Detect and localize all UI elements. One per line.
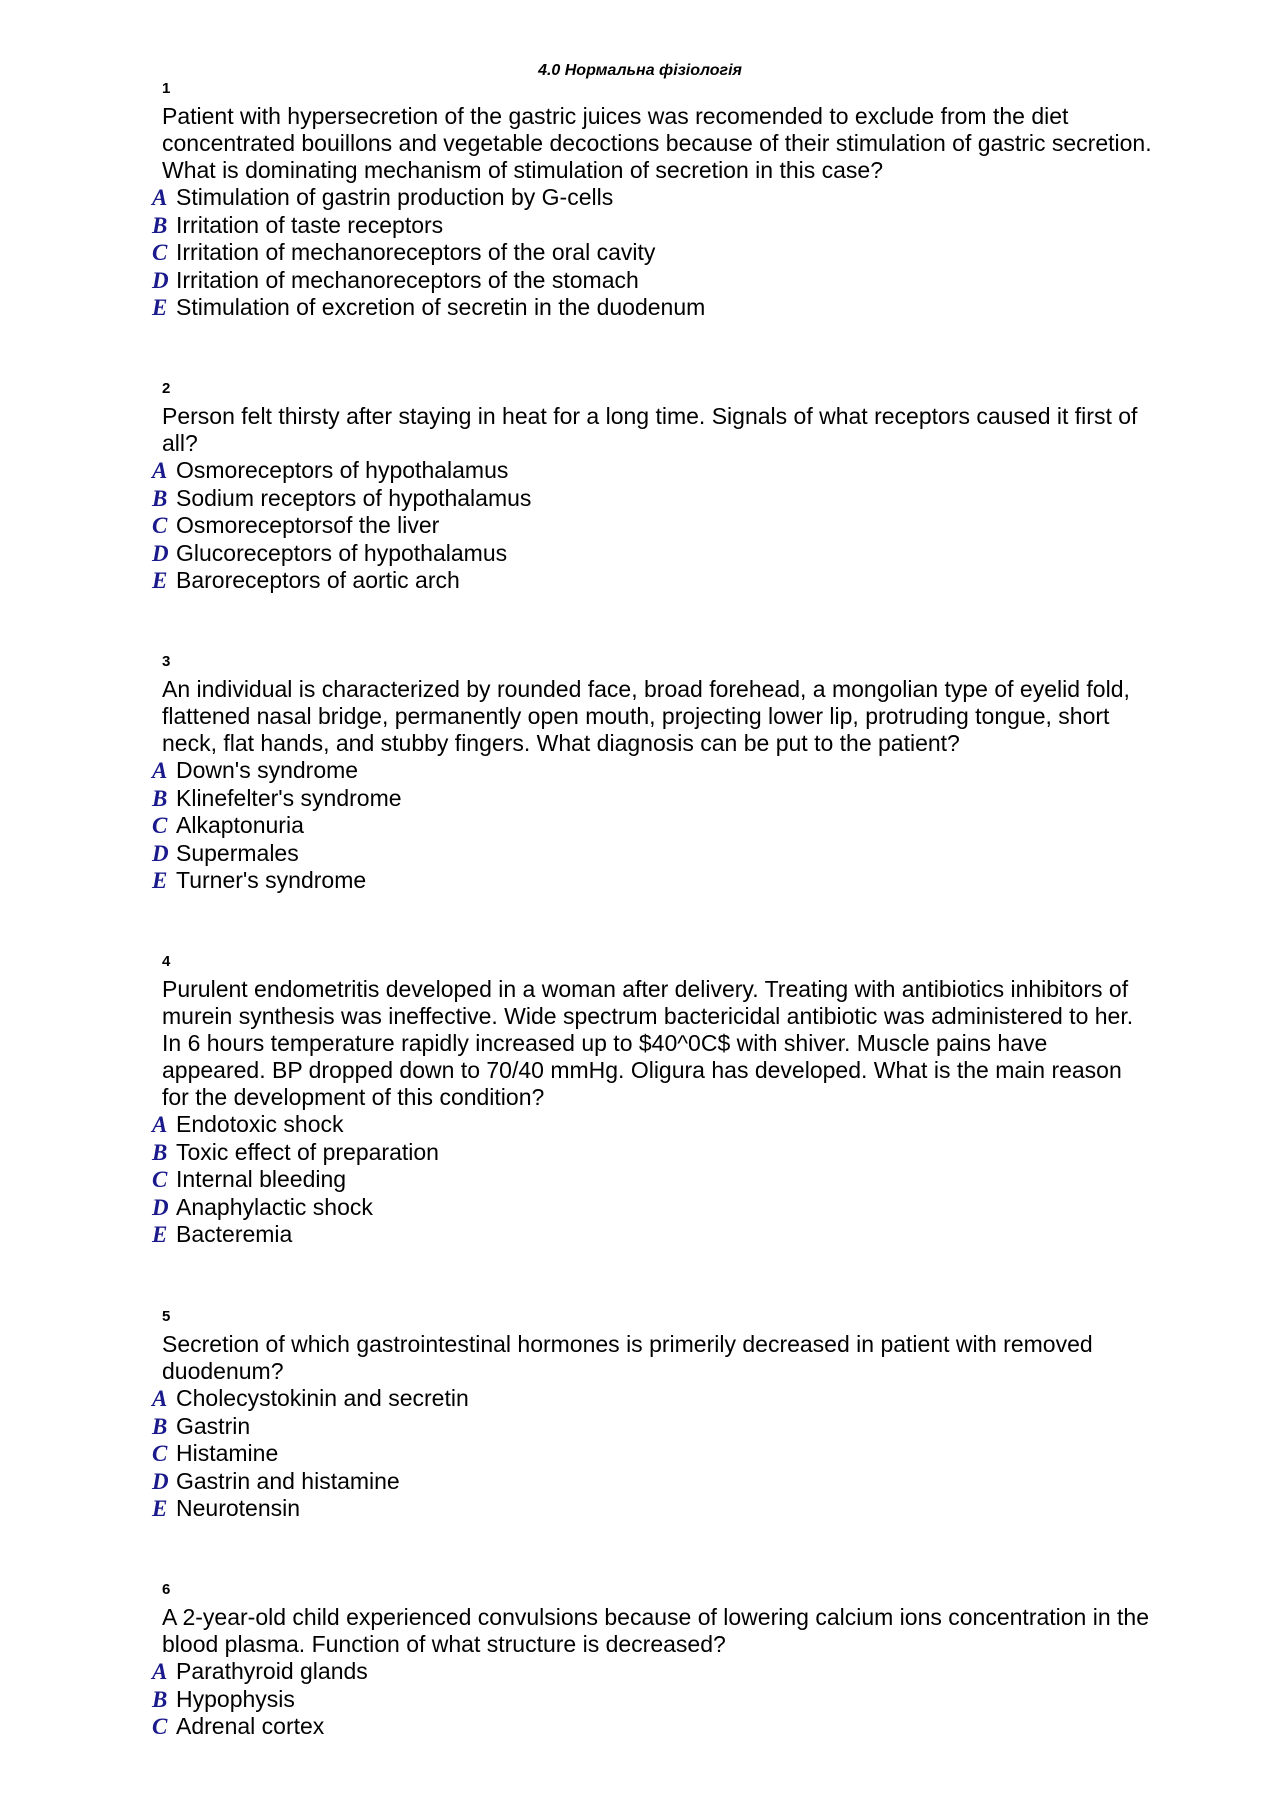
question-number: 1 [162, 80, 171, 97]
answer-letter: E [152, 1222, 168, 1247]
question-number: 6 [162, 1581, 171, 1598]
answer-option-c [152, 239, 1152, 267]
answer-option-b [152, 1413, 1152, 1441]
answer-option-c [152, 812, 1152, 840]
answer-text: Adrenal cortex [176, 1713, 325, 1739]
answer-letter: E [152, 568, 168, 593]
answer-letter: D [152, 1468, 169, 1494]
answer-option-a [152, 1385, 1152, 1413]
answer-letter: B [152, 1686, 168, 1712]
answer-text: Anaphylactic shock [176, 1193, 373, 1220]
answer-text: Toxic effect of preparation [176, 1138, 439, 1165]
answer-option-a [152, 1111, 1152, 1139]
question-text: Purulent endometritis developed in a woman after delivery. Treating with antibiotics inhibitors of murein synthesis was ineffective. Wide spectrum bactericidal antibiotic was administered to her. In 6 hours temperature rapidly increased up to $40^0C$ with shiver. Muscle pains have appeared. BP dropped down to 70/40 mmHg. Oligura has developed. What is the main reason for the development of this condition? [162, 976, 1134, 1110]
answer-option-d [152, 267, 1152, 295]
answer-letter: B [152, 1139, 168, 1165]
answer-letter: B [152, 485, 168, 511]
answer-text: Cholecystokinin and secretin [176, 1385, 469, 1411]
question-number: 5 [162, 1308, 171, 1325]
answer-text: Turner's syndrome [176, 867, 367, 893]
answer-text: Parathyroid glands [176, 1658, 368, 1684]
answer-text: Neurotensin [176, 1495, 301, 1521]
answer-letter: A [152, 458, 168, 483]
answer-option-c [152, 1440, 1152, 1468]
document-title: 4.0 Нормальна фізіологія [538, 62, 742, 79]
answer-letter: A [152, 185, 168, 210]
question-number: 2 [162, 380, 171, 397]
answer-text: Glucoreceptors of hypothalamus [176, 539, 508, 566]
answer-list [152, 457, 1152, 595]
answer-letter: D [152, 267, 169, 293]
answer-option-e [152, 1221, 1152, 1249]
answer-text: Osmoreceptors of hypothalamus [176, 457, 509, 483]
question-block-1 [152, 80, 1152, 322]
question-text: Person felt thirsty after staying in heat for a long time. Signals of what receptors caused it first of all? [162, 403, 1138, 456]
answer-text: Endotoxic shock [176, 1111, 344, 1137]
answer-option-d [152, 1194, 1152, 1222]
answer-text: Klinefelter's syndrome [176, 784, 402, 811]
answer-text: Histamine [176, 1440, 279, 1466]
question-block-6 [152, 1581, 1152, 1741]
answer-option-a [152, 1658, 1152, 1686]
answer-text: Gastrin and histamine [176, 1467, 400, 1494]
question-block-5 [152, 1308, 1152, 1523]
answer-option-e [152, 867, 1152, 895]
answer-list [152, 1658, 1152, 1741]
question-number: 3 [162, 653, 171, 670]
answer-option-c [152, 1713, 1152, 1741]
answer-letter: B [152, 212, 168, 238]
question-block-4 [152, 953, 1152, 1249]
answer-text: Supermales [176, 839, 299, 866]
answer-option-b [152, 212, 1152, 240]
answer-letter: E [152, 1496, 168, 1521]
question-text: An individual is characterized by rounded face, broad forehead, a mongolian type of eyelid fold, flattened nasal bridge, permanently open mouth, projecting lower lip, protruding tongue, short neck, flat hands, and stubby fingers. What diagnosis can be put to the patient? [162, 676, 1130, 756]
answer-option-a [152, 457, 1152, 485]
answer-text: Gastrin [176, 1412, 251, 1439]
answer-list [152, 757, 1152, 895]
answer-letter: C [152, 813, 168, 838]
answer-letter: B [152, 1413, 168, 1439]
answer-text: Internal bleeding [176, 1166, 347, 1192]
question-number: 4 [162, 953, 171, 970]
answer-letter: D [152, 840, 169, 866]
answer-option-b [152, 485, 1152, 513]
answer-list [152, 1111, 1152, 1249]
answer-text: Stimulation of gastrin production by G-cells [176, 184, 614, 210]
answer-option-e [152, 294, 1152, 322]
answer-letter: A [152, 1386, 168, 1411]
answer-list [152, 1385, 1152, 1523]
answer-option-b [152, 1139, 1152, 1167]
question-block-2 [152, 380, 1152, 595]
answer-text: Hypophysis [176, 1685, 295, 1712]
answer-option-b [152, 1686, 1152, 1714]
question-text: A 2-year-old child experienced convulsions because of lowering calcium ions concentration in the blood plasma. Function of what structure is decreased? [162, 1604, 1150, 1657]
answer-letter: A [152, 1659, 168, 1684]
answer-letter: E [152, 868, 168, 893]
answer-option-d [152, 1468, 1152, 1496]
answer-letter: C [152, 513, 168, 538]
answer-option-c [152, 1166, 1152, 1194]
answer-letter: D [152, 1194, 169, 1220]
answer-letter: D [152, 540, 169, 566]
answer-letter: C [152, 1714, 168, 1739]
answer-option-d [152, 840, 1152, 868]
answer-option-c [152, 512, 1152, 540]
answer-option-a [152, 757, 1152, 785]
answer-letter: C [152, 1167, 168, 1192]
answer-letter: C [152, 240, 168, 265]
answer-text: Stimulation of excretion of secretin in the duodenum [176, 294, 706, 320]
question-text: Patient with hypersecretion of the gastric juices was recomended to exclude from the diet concentrated bouillons and vegetable decoctions because of their stimulation of gastric secretion. What is dominating mechanism of stimulation of secretion in this case? [162, 103, 1152, 183]
answer-option-e [152, 567, 1152, 595]
answer-text: Alkaptonuria [176, 812, 304, 838]
question-text: Secretion of which gastrointestinal hormones is primerily decreased in patient with removed duodenum? [162, 1331, 1093, 1384]
answer-letter: B [152, 785, 168, 811]
answer-option-e [152, 1495, 1152, 1523]
answer-option-a [152, 184, 1152, 212]
answer-text: Irritation of mechanoreceptors of the stomach [176, 266, 639, 293]
answer-option-b [152, 785, 1152, 813]
answer-text: Osmoreceptorsof the liver [176, 512, 440, 538]
answer-text: Down's syndrome [176, 757, 359, 783]
answer-text: Irritation of mechanoreceptors of the oral cavity [176, 239, 656, 265]
answer-text: Bacteremia [176, 1221, 293, 1247]
answer-text: Sodium receptors of hypothalamus [176, 484, 532, 511]
answer-letter: A [152, 1112, 168, 1137]
answer-list [152, 184, 1152, 322]
answer-letter: A [152, 758, 168, 783]
answer-text: Baroreceptors of aortic arch [176, 567, 460, 593]
answer-letter: C [152, 1441, 168, 1466]
question-block-3 [152, 653, 1152, 895]
answer-text: Irritation of taste receptors [176, 211, 444, 238]
answer-option-d [152, 540, 1152, 568]
answer-letter: E [152, 295, 168, 320]
